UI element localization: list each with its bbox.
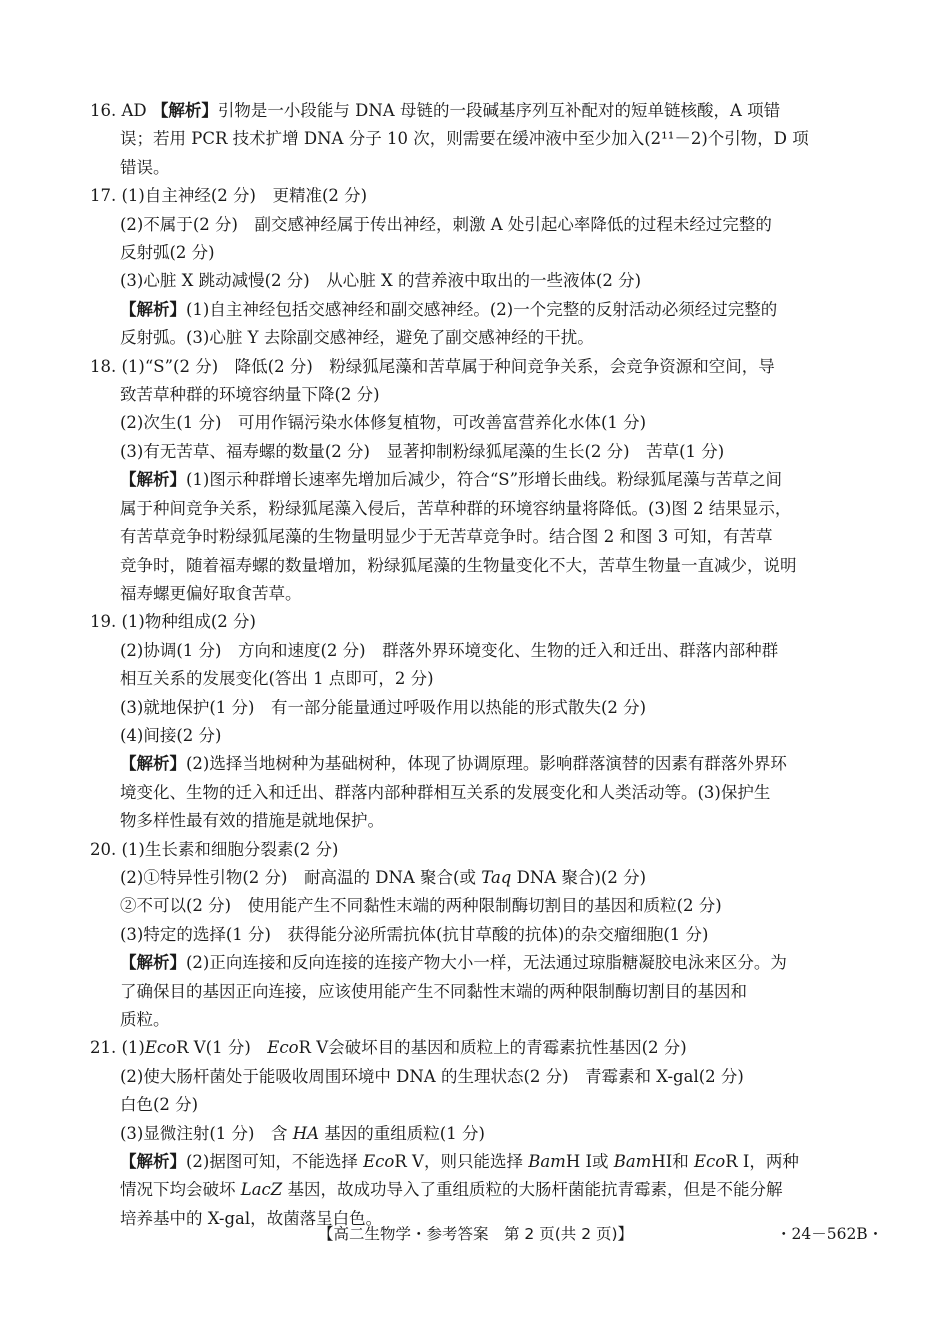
text-line: 19. (1)物种组成(2 分) [90,612,256,632]
analysis-line: 【解析】(1)自主神经包括交感神经和副交感神经。(2)一个完整的反射活动必须经过完整的 [120,299,778,319]
text-run: 【解析】(2)据图可知，不能选择 [120,1152,364,1172]
page-footer [0,1220,950,1248]
analysis-label: 【解析】 [120,953,186,973]
text-run: 基因的重组质粒(1 分) [319,1123,485,1143]
text-run: R Ⅴ，则只能选择 [394,1152,529,1172]
text-line: 有苦草竞争时粉绿狐尾藻的生物量明显少于无苦草竞争时。结合图 2 和图 3 可知，有苦草 [120,527,773,547]
text-run: DNA 聚合)(2 分) [511,867,647,887]
question-21 [90,1034,862,1233]
text-line: (4)间接(2 分) [120,725,222,745]
text-line: (3)有无苦草、福寿螺的数量(2 分) 显著抑制粉绿狐尾藻的生长(2 分) 苦草(1 分) [120,441,725,461]
text-line: 17. (1)自主神经(2 分) 更精准(2 分) [90,186,368,206]
text-line: 培养基中的 X-gal，故菌落呈白色。 [120,1208,383,1228]
italic-term: HA [292,1123,320,1143]
analysis-label: 【解析】 [120,470,186,490]
text-line: 属于种间竞争关系，粉绿狐尾藻入侵后，苦草种群的环境容纳量将降低。(3)图 2 结果显示， [120,498,792,518]
analysis-label: 【解析】 [120,754,186,774]
text-line: 相互关系的发展变化(答出 1 点即可，2 分) [120,669,434,689]
analysis-label: 【解析】 [120,299,186,319]
text-line: 反射弧(2 分) [120,243,215,263]
text-line [90,864,862,892]
text-line: 20. (1)生长素和细胞分裂素(2 分) [90,839,339,859]
italic-term: Bam [528,1152,566,1172]
text-line: (2)不属于(2 分) 副交感神经属于传出神经，刺激 A 处引起心率降低的过程未经过完整的 [120,214,772,234]
italic-term: Eco [267,1038,299,1058]
footer-code: ・24－562B・ [776,1225,884,1243]
text-run: (3)显微注射(1 分) 含 [120,1123,293,1143]
text-line: 白色(2 分) [120,1095,199,1115]
italic-term: LacZ [240,1180,283,1200]
text-line: 了确保目的基因正向连接，应该使用能产生不同黏性末端的两种限制酶切割目的基因和 [120,981,747,1001]
analysis-label: 【解析】 [120,1152,186,1172]
text-line: 16. AD 【解析】引物是一小段能与 DNA 母链的一段碱基序列互补配对的短单链核酸，A 项错 [90,101,781,120]
text-line [90,1120,862,1148]
italic-term: Taq [481,867,512,887]
italic-term: Eco [144,1038,177,1058]
text-run: R Ⅴ会破坏目的基因和质粒上的青霉素抗性基因(2 分) [298,1038,687,1058]
text-line: 18. (1)“S”(2 分) 降低(2 分) 粉绿狐尾藻和苦草属于种间竞争关系，会竞争资源和空间，导 [90,356,775,376]
text-line: (3)特定的选择(1 分) 获得能分泌所需抗体(抗甘草酸的抗体)的杂交瘤细胞(1 分) [120,924,709,944]
italic-term: Bam [613,1152,652,1172]
text-run: HⅠ和 [651,1152,694,1172]
text-line [90,1034,862,1062]
footer-title: 【高二生物学・参考答案 第 2 页(共 2 页)】 [318,1225,634,1243]
text-run: 基因，故成功导入了重组质粒的大肠杆菌能抗青霉素，但是不能分解 [282,1180,783,1200]
text-line: 致苦草种群的环境容纳量下降(2 分) [120,385,380,405]
text-line: 竞争时，随着福寿螺的数量增加，粉绿狐尾藻的生物量变化不大，苦草生物量一直减少，说明 [120,555,797,575]
analysis-line: 【解析】(2)选择当地树种为基础树种，体现了协调原理。影响群落演替的因素有群落外界环 [120,754,787,774]
analysis-line [90,1148,862,1176]
text-run: R Ⅴ(1 分) [176,1038,268,1058]
text-line: (2)使大肠杆菌处于能吸收周围环境中 DNA 的生理状态(2 分) 青霉素和 X-gal(2 分) [120,1066,744,1086]
italic-term: Eco [693,1152,726,1172]
text-line: (2)协调(1 分) 方向和速度(2 分) 群落外界环境变化、生物的迁入和迁出、群落内部种群 [120,640,779,660]
text-line: 境变化、生物的迁入和迁出、群落内部种群相互关系的发展变化和人类活动等。(3)保护生 [120,782,771,802]
italic-term: Eco [363,1152,395,1172]
text-line: 质粒。 [120,1010,170,1029]
text-line: ②不可以(2 分) 使用能产生不同黏性末端的两种限制酶切割目的基因和质粒(2 分) [120,896,722,916]
text-line: (2)次生(1 分) 可用作镉污染水体修复植物，可改善富营养化水体(1 分) [120,413,647,433]
text-run: H Ⅰ或 [565,1152,614,1172]
text-line [90,1176,862,1204]
analysis-label: 【解析】 [151,101,218,120]
question-20 [90,836,862,1035]
question-16 [90,97,862,182]
question-17 [90,182,862,352]
text-line: 误；若用 PCR 技术扩增 DNA 分子 10 次，则需要在缓冲液中至少加入(2¹¹－2)个引物，D 项 [120,129,809,149]
analysis-line: 【解析】(1)图示种群增长速率先增加后减少，符合“S”形增长曲线。粉绿狐尾藻与苦草之间 [120,470,783,490]
text-line: 物多样性最有效的措施是就地保护。 [120,811,384,831]
answer-content [90,97,862,1233]
text-run: (2)①特异性引物(2 分) 耐高温的 DNA 聚合(或 [120,867,482,887]
text-line: 错误。 [120,157,170,177]
question-19 [90,608,862,835]
text-run: 情况下均会破坏 [120,1180,241,1200]
question-18 [90,353,862,609]
analysis-line: 【解析】(2)正向连接和反向连接的连接产物大小一样，无法通过琼脂糖凝胶电泳来区分。为 [120,953,787,973]
text-line: 福寿螺更偏好取食苦草。 [120,583,302,603]
text-line: (3)就地保护(1 分) 有一部分能量通过呼吸作用以热能的形式散失(2 分) [120,697,647,717]
text-run: 21. (1) [90,1038,145,1058]
text-line: 反射弧。(3)心脏 Y 去除副交感神经，避免了副交感神经的干扰。 [120,328,594,348]
text-line: (3)心脏 X 跳动减慢(2 分) 从心脏 X 的营养液中取出的一些液体(2 分) [120,271,642,291]
text-run: R Ⅰ，两种 [725,1152,799,1172]
